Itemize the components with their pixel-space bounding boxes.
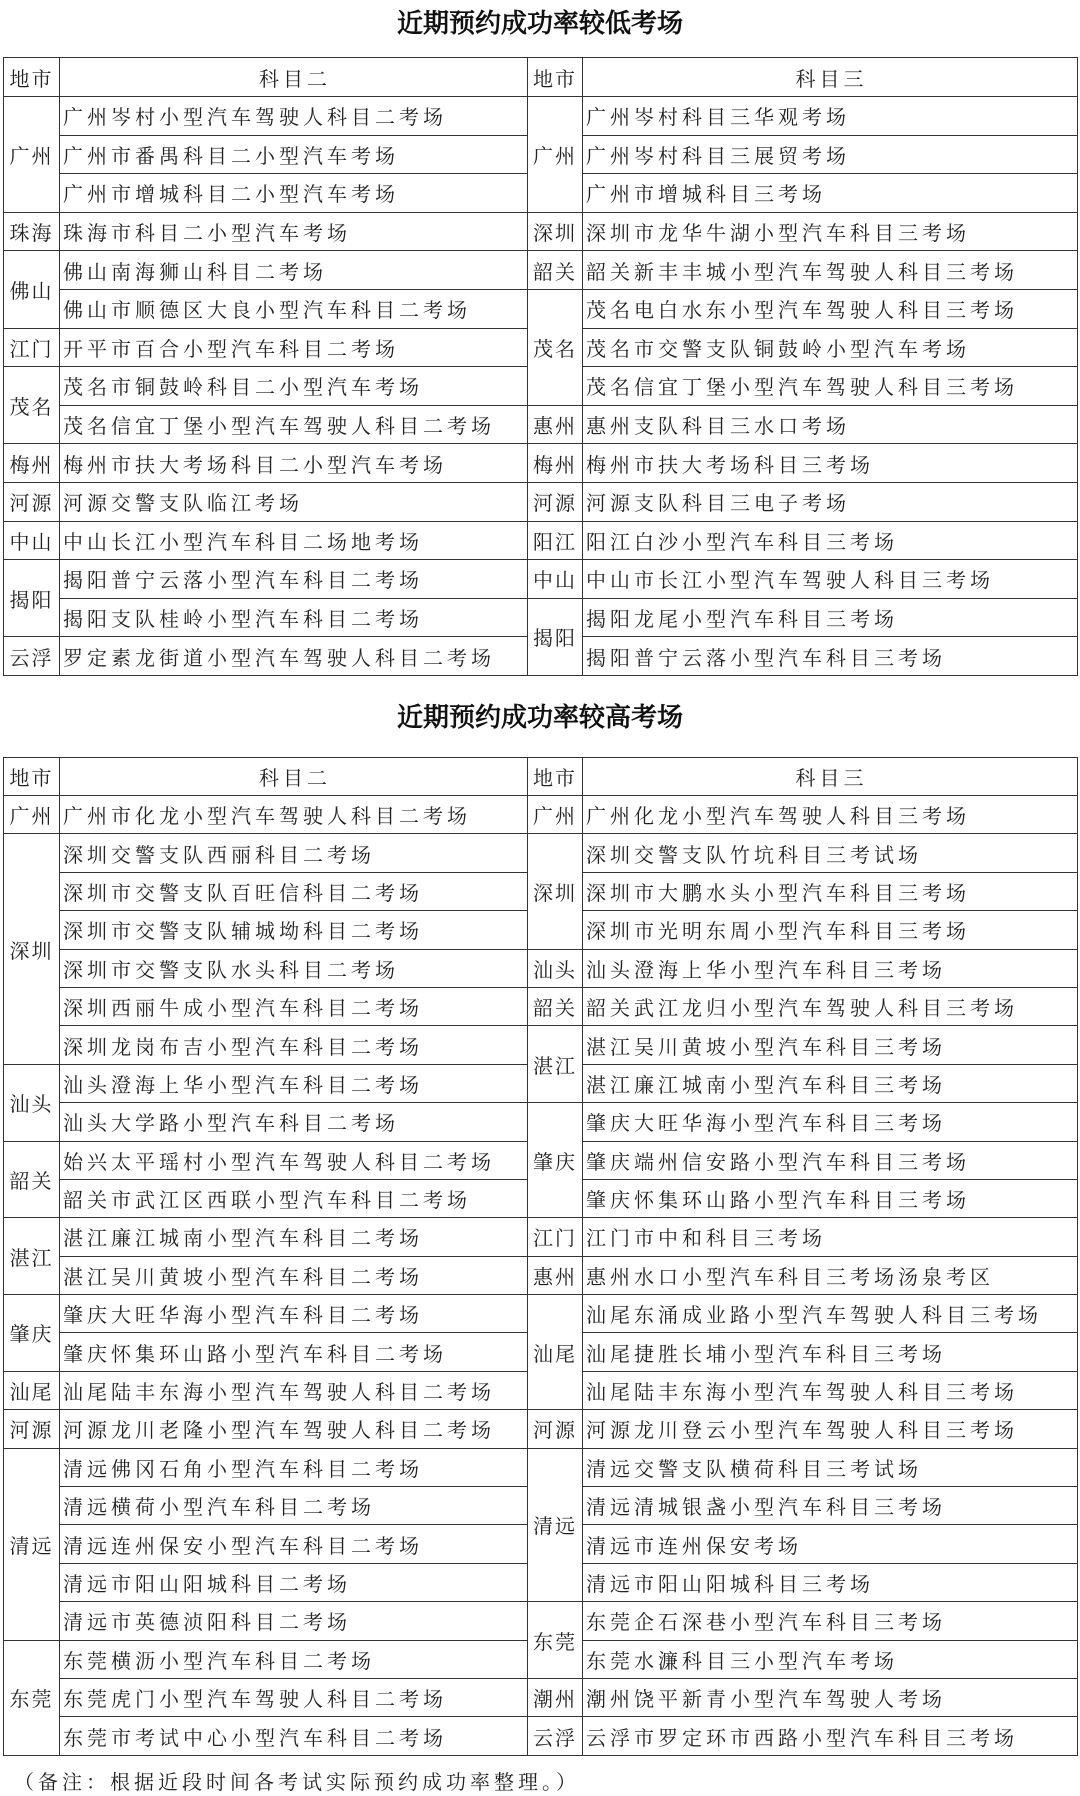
exam-site-subject2: 湛江廉江城南小型汽车科目二考场 xyxy=(60,1218,528,1256)
exam-site-subject3: 清远交警支队横荷科目三考试场 xyxy=(583,1448,1078,1486)
exam-site-subject3: 惠州支队科目三水口考场 xyxy=(583,405,1078,444)
exam-site-subject3: 江门市中和科目三考场 xyxy=(583,1218,1078,1256)
header-subject2: 科目二 xyxy=(60,758,528,796)
city-cell-subject3: 广州 xyxy=(528,796,583,834)
city-cell-subject2: 河源 xyxy=(4,482,60,521)
exam-site-subject2: 东莞横沥小型汽车科目二考场 xyxy=(60,1640,528,1678)
exam-site-subject2: 广州市化龙小型汽车驾驶人科目二考场 xyxy=(60,796,528,834)
exam-site-subject3: 肇庆大旺华海小型汽车科目三考场 xyxy=(583,1103,1078,1141)
city-cell-subject2: 深圳 xyxy=(4,834,60,1064)
exam-site-subject2: 清远佛冈石角小型汽车科目二考场 xyxy=(60,1448,528,1486)
table-row xyxy=(4,1678,1078,1716)
exam-site-subject2: 河源龙川老隆小型汽车驾驶人科目二考场 xyxy=(60,1410,528,1448)
city-cell-subject2: 江门 xyxy=(4,328,60,367)
exam-site-subject3: 深圳市光明东周小型汽车科目三考场 xyxy=(583,911,1078,949)
exam-site-subject2: 揭阳支队桂岭小型汽车科目二考场 xyxy=(60,598,528,637)
table-row xyxy=(4,1026,1078,1064)
exam-site-subject2: 深圳交警支队西丽科目二考场 xyxy=(60,834,528,872)
table-header-row xyxy=(4,758,1078,796)
exam-site-subject2: 深圳西丽牛成小型汽车科目二考场 xyxy=(60,987,528,1025)
table-row xyxy=(4,1103,1078,1141)
exam-site-subject3: 广州岑村科目三华观考场 xyxy=(583,97,1078,136)
exam-site-subject2: 东莞虎门小型汽车驾驶人科目二考场 xyxy=(60,1678,528,1716)
city-cell-subject3: 汕尾 xyxy=(528,1295,583,1410)
city-cell-subject2: 佛山 xyxy=(4,251,60,328)
table-row xyxy=(4,289,1078,328)
table-row xyxy=(4,521,1078,560)
city-cell-subject2: 汕头 xyxy=(4,1064,60,1141)
table-row xyxy=(4,97,1078,136)
table-row xyxy=(4,1218,1078,1256)
city-cell-subject2: 茂名 xyxy=(4,367,60,444)
header-subject3: 科目三 xyxy=(583,58,1078,97)
exam-site-subject2: 广州市增城科目二小型汽车考场 xyxy=(60,174,528,213)
city-cell-subject2: 珠海 xyxy=(4,212,60,251)
header-subject3: 科目三 xyxy=(583,758,1078,796)
city-cell-subject3: 揭阳 xyxy=(528,598,583,675)
exam-site-subject3: 肇庆怀集环山路小型汽车科目三考场 xyxy=(583,1179,1078,1217)
exam-site-subject2: 汕尾陆丰东海小型汽车驾驶人科目二考场 xyxy=(60,1371,528,1409)
exam-site-subject3: 汕尾东涌成业路小型汽车驾驶人科目三考场 xyxy=(583,1295,1078,1333)
exam-site-subject3: 深圳市大鹏水头小型汽车科目三考场 xyxy=(583,872,1078,910)
table-row xyxy=(4,482,1078,521)
table-row xyxy=(4,444,1078,483)
exam-site-subject3: 梅州市扶大考场科目三考场 xyxy=(583,444,1078,483)
exam-site-subject3: 揭阳普宁云落小型汽车科目三考场 xyxy=(583,637,1078,676)
high-success-title: 近期预约成功率较高考场 xyxy=(396,703,683,733)
city-cell-subject2: 韶关 xyxy=(4,1141,60,1218)
city-cell-subject2: 东莞 xyxy=(4,1640,60,1755)
exam-site-subject3: 清远市阳山阳城科目三考场 xyxy=(583,1563,1078,1601)
exam-site-subject2: 佛山南海狮山科目二考场 xyxy=(60,251,528,290)
exam-site-subject2: 佛山市顺德区大良小型汽车科目二考场 xyxy=(60,289,528,328)
exam-site-subject2: 珠海市科目二小型汽车考场 xyxy=(60,212,528,251)
exam-site-subject2: 深圳市交警支队水头科目二考场 xyxy=(60,949,528,987)
exam-site-subject2: 清远横荷小型汽车科目二考场 xyxy=(60,1487,528,1525)
table-row xyxy=(4,1295,1078,1333)
table-row xyxy=(4,560,1078,599)
city-cell-subject2: 广州 xyxy=(4,97,60,213)
city-cell-subject2: 清远 xyxy=(4,1448,60,1640)
header-subject2: 科目二 xyxy=(60,58,528,97)
footnote: （备注：根据近段时间各考试实际预约成功率整理。） xyxy=(14,1770,580,1794)
city-cell-subject3: 清远 xyxy=(528,1448,583,1602)
exam-site-subject3: 韶关新丰丰城小型汽车驾驶人科目三考场 xyxy=(583,251,1078,290)
city-cell-subject3: 茂名 xyxy=(528,289,583,405)
exam-site-subject2: 茂名市铜鼓岭科目二小型汽车考场 xyxy=(60,367,528,406)
city-cell-subject3: 潮州 xyxy=(528,1678,583,1716)
exam-site-subject3: 惠州水口小型汽车科目三考场汤泉考区 xyxy=(583,1256,1078,1294)
exam-site-subject3: 肇庆端州信安路小型汽车科目三考场 xyxy=(583,1141,1078,1179)
city-cell-subject3: 深圳 xyxy=(528,834,583,949)
table-row xyxy=(4,949,1078,987)
city-cell-subject3: 云浮 xyxy=(528,1717,583,1755)
exam-site-subject3: 潮州饶平新青小型汽车驾驶人考场 xyxy=(583,1678,1078,1716)
header-city-subject2: 地市 xyxy=(4,758,60,796)
city-cell-subject3: 韶关 xyxy=(528,987,583,1025)
city-cell-subject2: 广州 xyxy=(4,796,60,834)
exam-site-subject3: 茂名信宜丁堡小型汽车驾驶人科目三考场 xyxy=(583,367,1078,406)
exam-site-subject2: 深圳市交警支队辅城坳科目二考场 xyxy=(60,911,528,949)
exam-site-subject3: 汕头澄海上华小型汽车科目三考场 xyxy=(583,949,1078,987)
exam-site-subject3: 东莞水濂科目三小型汽车考场 xyxy=(583,1640,1078,1678)
city-cell-subject3: 阳江 xyxy=(528,521,583,560)
exam-site-subject2: 梅州市扶大考场科目二小型汽车考场 xyxy=(60,444,528,483)
exam-site-subject2: 湛江吴川黄坡小型汽车科目二考场 xyxy=(60,1256,528,1294)
exam-site-subject3: 东莞企石深巷小型汽车科目三考场 xyxy=(583,1602,1078,1640)
exam-site-subject3: 清远清城银盏小型汽车科目三考场 xyxy=(583,1487,1078,1525)
exam-site-subject2: 开平市百合小型汽车科目二考场 xyxy=(60,328,528,367)
city-cell-subject2: 河源 xyxy=(4,1410,60,1448)
exam-site-subject3: 揭阳龙尾小型汽车科目三考场 xyxy=(583,598,1078,637)
city-cell-subject3: 汕头 xyxy=(528,949,583,987)
city-cell-subject3: 河源 xyxy=(528,1410,583,1448)
header-city-subject3: 地市 xyxy=(528,758,583,796)
exam-site-subject2: 汕头大学路小型汽车科目二考场 xyxy=(60,1103,528,1141)
city-cell-subject3: 肇庆 xyxy=(528,1103,583,1218)
city-cell-subject2: 云浮 xyxy=(4,637,60,676)
city-cell-subject2: 汕尾 xyxy=(4,1371,60,1409)
table-row xyxy=(4,1410,1078,1448)
exam-site-subject2: 中山长江小型汽车科目二场地考场 xyxy=(60,521,528,560)
table-row xyxy=(4,1717,1078,1755)
city-cell-subject3: 广州 xyxy=(528,97,583,213)
exam-site-subject2: 东莞市考试中心小型汽车科目二考场 xyxy=(60,1717,528,1755)
exam-site-subject2: 韶关市武江区西联小型汽车科目二考场 xyxy=(60,1179,528,1217)
high-success-table xyxy=(3,757,1078,1756)
exam-site-subject3: 韶关武江龙归小型汽车驾驶人科目三考场 xyxy=(583,987,1078,1025)
low-success-table xyxy=(3,57,1078,676)
exam-site-subject3: 清远市连州保安考场 xyxy=(583,1525,1078,1563)
exam-site-subject3: 茂名电白水东小型汽车驾驶人科目三考场 xyxy=(583,289,1078,328)
exam-site-subject3: 广州化龙小型汽车驾驶人科目三考场 xyxy=(583,796,1078,834)
exam-site-subject3: 阳江白沙小型汽车科目三考场 xyxy=(583,521,1078,560)
exam-site-subject2: 揭阳普宁云落小型汽车科目二考场 xyxy=(60,560,528,599)
city-cell-subject3: 东莞 xyxy=(528,1602,583,1679)
city-cell-subject3: 惠州 xyxy=(528,1256,583,1294)
exam-site-subject2: 肇庆怀集环山路小型汽车科目二考场 xyxy=(60,1333,528,1371)
exam-site-subject3: 中山市长江小型汽车驾驶人科目三考场 xyxy=(583,560,1078,599)
exam-site-subject3: 湛江吴川黄坡小型汽车科目三考场 xyxy=(583,1026,1078,1064)
table-row xyxy=(4,834,1078,872)
city-cell-subject3: 韶关 xyxy=(528,251,583,290)
table-row xyxy=(4,1256,1078,1294)
table-row xyxy=(4,796,1078,834)
city-cell-subject3: 河源 xyxy=(528,482,583,521)
exam-site-subject2: 深圳龙岗布吉小型汽车科目二考场 xyxy=(60,1026,528,1064)
exam-site-subject3: 汕尾捷胜长埔小型汽车科目三考场 xyxy=(583,1333,1078,1371)
exam-site-subject3: 湛江廉江城南小型汽车科目三考场 xyxy=(583,1064,1078,1102)
exam-site-subject3: 汕尾陆丰东海小型汽车驾驶人科目三考场 xyxy=(583,1371,1078,1409)
city-cell-subject3: 湛江 xyxy=(528,1026,583,1103)
table-row xyxy=(4,1448,1078,1486)
table-row xyxy=(4,598,1078,637)
low-success-title: 近期预约成功率较低考场 xyxy=(396,9,683,39)
city-cell-subject3: 中山 xyxy=(528,560,583,599)
exam-site-subject2: 罗定素龙街道小型汽车驾驶人科目二考场 xyxy=(60,637,528,676)
city-cell-subject2: 梅州 xyxy=(4,444,60,483)
table-row xyxy=(4,251,1078,290)
exam-site-subject3: 茂名市交警支队铜鼓岭小型汽车考场 xyxy=(583,328,1078,367)
city-cell-subject3: 深圳 xyxy=(528,212,583,251)
exam-site-subject2: 肇庆大旺华海小型汽车科目二考场 xyxy=(60,1295,528,1333)
exam-site-subject3: 深圳市龙华牛湖小型汽车科目三考场 xyxy=(583,212,1078,251)
table-row xyxy=(4,1602,1078,1640)
exam-site-subject3: 深圳交警支队竹坑科目三考试场 xyxy=(583,834,1078,872)
city-cell-subject3: 江门 xyxy=(528,1218,583,1256)
city-cell-subject3: 惠州 xyxy=(528,405,583,444)
exam-site-subject3: 河源龙川登云小型汽车驾驶人科目三考场 xyxy=(583,1410,1078,1448)
exam-site-subject2: 清远连州保安小型汽车科目二考场 xyxy=(60,1525,528,1563)
header-city-subject3: 地市 xyxy=(528,58,583,97)
exam-site-subject2: 深圳市交警支队百旺信科目二考场 xyxy=(60,872,528,910)
exam-site-subject2: 清远市阳山阳城科目二考场 xyxy=(60,1563,528,1601)
exam-site-subject2: 茂名信宜丁堡小型汽车驾驶人科目二考场 xyxy=(60,405,528,444)
table-row xyxy=(4,212,1078,251)
exam-site-subject2: 始兴太平瑶村小型汽车驾驶人科目二考场 xyxy=(60,1141,528,1179)
city-cell-subject2: 湛江 xyxy=(4,1218,60,1295)
header-city-subject2: 地市 xyxy=(4,58,60,97)
exam-site-subject2: 广州岑村小型汽车驾驶人科目二考场 xyxy=(60,97,528,136)
city-cell-subject3: 梅州 xyxy=(528,444,583,483)
city-cell-subject2: 中山 xyxy=(4,521,60,560)
table-row xyxy=(4,405,1078,444)
exam-site-subject3: 云浮市罗定环市西路小型汽车科目三考场 xyxy=(583,1717,1078,1755)
exam-site-subject3: 广州岑村科目三展贸考场 xyxy=(583,135,1078,174)
exam-site-subject2: 汕头澄海上华小型汽车科目二考场 xyxy=(60,1064,528,1102)
exam-site-subject2: 清远市英德浈阳科目二考场 xyxy=(60,1602,528,1640)
exam-site-subject3: 广州市增城科目三考场 xyxy=(583,174,1078,213)
city-cell-subject2: 揭阳 xyxy=(4,560,60,637)
exam-site-subject2: 河源交警支队临江考场 xyxy=(60,482,528,521)
exam-site-subject2: 广州市番禺科目二小型汽车考场 xyxy=(60,135,528,174)
city-cell-subject2: 肇庆 xyxy=(4,1295,60,1372)
table-row xyxy=(4,987,1078,1025)
table-header-row xyxy=(4,58,1078,97)
exam-site-subject3: 河源支队科目三电子考场 xyxy=(583,482,1078,521)
